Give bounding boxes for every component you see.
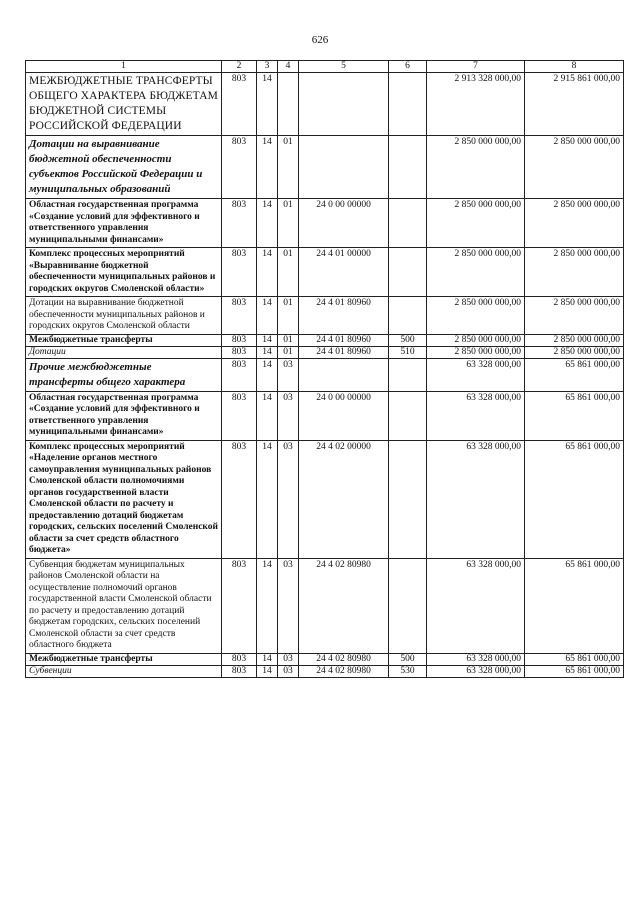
target-item-code-cell: 24 4 01 00000: [299, 248, 389, 297]
ministry-code-cell: 803: [222, 391, 257, 440]
section-code-cell: 14: [257, 346, 278, 358]
row-name-cell: Субвенции: [26, 665, 222, 677]
amount-year-1-cell: 63 328 000,00: [427, 358, 525, 391]
amount-year-1-cell: 2 850 000 000,00: [427, 136, 525, 199]
header-cell-8: 8: [525, 61, 624, 73]
header-cell-3: 3: [257, 61, 278, 73]
amount-year-1-cell: 2 850 000 000,00: [427, 199, 525, 248]
ministry-code-cell: 803: [222, 199, 257, 248]
target-item-code-cell: [299, 73, 389, 136]
subsection-code-cell: [278, 73, 299, 136]
section-code-cell: 14: [257, 558, 278, 653]
table-row: [26, 440, 624, 558]
amount-year-2-cell: 2 850 000 000,00: [525, 297, 624, 335]
target-item-code-cell: 24 4 02 80980: [299, 558, 389, 653]
ministry-code-cell: 803: [222, 248, 257, 297]
subsection-code-cell: 03: [278, 665, 299, 677]
amount-year-1-cell: 2 850 000 000,00: [427, 346, 525, 358]
subsection-code-cell: 03: [278, 653, 299, 665]
ministry-code-cell: 803: [222, 665, 257, 677]
table-row: [26, 391, 624, 440]
expense-type-code-cell: [389, 358, 427, 391]
table-row: [26, 136, 624, 199]
table-row: [26, 653, 624, 665]
target-item-code-cell: 24 4 01 80960: [299, 334, 389, 346]
row-name-cell: Областная государственная программа «Создание условий для эффективного и ответственного управления муниципальными финансами»: [26, 391, 222, 440]
amount-year-1-cell: 2 913 328 000,00: [427, 73, 525, 136]
row-name-cell: Дотации: [26, 346, 222, 358]
target-item-code-cell: 24 4 02 80980: [299, 653, 389, 665]
ministry-code-cell: 803: [222, 558, 257, 653]
amount-year-1-cell: 63 328 000,00: [427, 653, 525, 665]
header-row: [26, 61, 624, 73]
table-row: [26, 297, 624, 335]
target-item-code-cell: 24 4 01 80960: [299, 346, 389, 358]
amount-year-2-cell: 2 850 000 000,00: [525, 248, 624, 297]
ministry-code-cell: 803: [222, 653, 257, 665]
section-code-cell: 14: [257, 653, 278, 665]
ministry-code-cell: 803: [222, 334, 257, 346]
target-item-code-cell: 24 4 02 80980: [299, 665, 389, 677]
subsection-code-cell: 01: [278, 136, 299, 199]
header-cell-4: 4: [278, 61, 299, 73]
expense-type-code-cell: 510: [389, 346, 427, 358]
header-cell-6: 6: [389, 61, 427, 73]
amount-year-2-cell: 2 850 000 000,00: [525, 334, 624, 346]
expense-type-code-cell: [389, 73, 427, 136]
amount-year-1-cell: 63 328 000,00: [427, 440, 525, 558]
target-item-code-cell: [299, 358, 389, 391]
subsection-code-cell: 03: [278, 391, 299, 440]
row-name-cell: Субвенция бюджетам муниципальных районов Смоленской области на осуществление полномочий органов государственной власти Смоленской области по расчету и предоставлению дотаций бюджетам городских, сельских поселений Смоленской области за счет средств областного бюджета: [26, 558, 222, 653]
header-cell-1: 1: [26, 61, 222, 73]
row-name-cell: Прочие межбюджетные трансферты общего характера: [26, 358, 222, 391]
expense-type-code-cell: [389, 297, 427, 335]
section-code-cell: 14: [257, 391, 278, 440]
table-row: [26, 558, 624, 653]
amount-year-2-cell: 65 861 000,00: [525, 391, 624, 440]
header-cell-7: 7: [427, 61, 525, 73]
expense-type-code-cell: [389, 391, 427, 440]
expense-type-code-cell: [389, 558, 427, 653]
ministry-code-cell: 803: [222, 73, 257, 136]
budget-table: [25, 60, 624, 678]
row-name-cell: Дотации на выравнивание бюджетной обеспеченности муниципальных районов и городских округов Смоленской области: [26, 297, 222, 335]
subsection-code-cell: 01: [278, 199, 299, 248]
section-code-cell: 14: [257, 199, 278, 248]
table-row: [26, 199, 624, 248]
table-row: [26, 73, 624, 136]
subsection-code-cell: 03: [278, 558, 299, 653]
row-name-cell: Дотации на выравнивание бюджетной обеспеченности субъектов Российской Федерации и муниципальных образований: [26, 136, 222, 199]
table-row: [26, 334, 624, 346]
amount-year-2-cell: 2 850 000 000,00: [525, 136, 624, 199]
ministry-code-cell: 803: [222, 440, 257, 558]
amount-year-2-cell: 2 850 000 000,00: [525, 346, 624, 358]
page-number: 626: [311, 34, 329, 46]
expense-type-code-cell: 500: [389, 334, 427, 346]
subsection-code-cell: 01: [278, 346, 299, 358]
amount-year-2-cell: 2 915 861 000,00: [525, 73, 624, 136]
expense-type-code-cell: [389, 248, 427, 297]
table-body: [26, 73, 624, 678]
ministry-code-cell: 803: [222, 297, 257, 335]
amount-year-2-cell: 65 861 000,00: [525, 653, 624, 665]
row-name-cell: Областная государственная программа «Создание условий для эффективного и ответственного управления муниципальными финансами»: [26, 199, 222, 248]
amount-year-1-cell: 2 850 000 000,00: [427, 297, 525, 335]
section-code-cell: 14: [257, 665, 278, 677]
target-item-code-cell: 24 0 00 00000: [299, 199, 389, 248]
amount-year-1-cell: 2 850 000 000,00: [427, 334, 525, 346]
subsection-code-cell: 01: [278, 334, 299, 346]
amount-year-1-cell: 63 328 000,00: [427, 665, 525, 677]
expense-type-code-cell: 530: [389, 665, 427, 677]
section-code-cell: 14: [257, 297, 278, 335]
ministry-code-cell: 803: [222, 346, 257, 358]
section-code-cell: 14: [257, 334, 278, 346]
table-row: [26, 346, 624, 358]
target-item-code-cell: 24 0 00 00000: [299, 391, 389, 440]
amount-year-1-cell: 63 328 000,00: [427, 391, 525, 440]
target-item-code-cell: [299, 136, 389, 199]
expense-type-code-cell: [389, 199, 427, 248]
target-item-code-cell: 24 4 01 80960: [299, 297, 389, 335]
section-code-cell: 14: [257, 248, 278, 297]
section-code-cell: 14: [257, 73, 278, 136]
table-row: [26, 248, 624, 297]
section-code-cell: 14: [257, 136, 278, 199]
row-name-cell: МЕЖБЮДЖЕТНЫЕ ТРАНСФЕРТЫ ОБЩЕГО ХАРАКТЕРА БЮДЖЕТАМ БЮДЖЕТНОЙ СИСТЕМЫ РОССИЙСКОЙ ФЕДЕРАЦИИ: [26, 73, 222, 136]
target-item-code-cell: 24 4 02 00000: [299, 440, 389, 558]
subsection-code-cell: 01: [278, 297, 299, 335]
amount-year-2-cell: 65 861 000,00: [525, 558, 624, 653]
subsection-code-cell: 01: [278, 248, 299, 297]
amount-year-1-cell: 2 850 000 000,00: [427, 248, 525, 297]
table-row: [26, 358, 624, 391]
row-name-cell: Межбюджетные трансферты: [26, 653, 222, 665]
table-row: [26, 665, 624, 677]
header-cell-5: 5: [299, 61, 389, 73]
subsection-code-cell: 03: [278, 358, 299, 391]
section-code-cell: 14: [257, 358, 278, 391]
amount-year-1-cell: 63 328 000,00: [427, 558, 525, 653]
row-name-cell: Комплекс процессных мероприятий «Наделение органов местного самоуправления муниципальных районов Смоленской области полномочиями органов государственной власти Смоленской области по расчету и предоставлению дотаций бюджетам городских, сельских поселений Смоленской области за счет средств областного бюджета»: [26, 440, 222, 558]
section-code-cell: 14: [257, 440, 278, 558]
amount-year-2-cell: 65 861 000,00: [525, 665, 624, 677]
amount-year-2-cell: 2 850 000 000,00: [525, 199, 624, 248]
amount-year-2-cell: 65 861 000,00: [525, 440, 624, 558]
expense-type-code-cell: [389, 136, 427, 199]
expense-type-code-cell: [389, 440, 427, 558]
header-cell-2: 2: [222, 61, 257, 73]
subsection-code-cell: 03: [278, 440, 299, 558]
ministry-code-cell: 803: [222, 136, 257, 199]
amount-year-2-cell: 65 861 000,00: [525, 358, 624, 391]
ministry-code-cell: 803: [222, 358, 257, 391]
expense-type-code-cell: 500: [389, 653, 427, 665]
row-name-cell: Межбюджетные трансферты: [26, 334, 222, 346]
row-name-cell: Комплекс процессных мероприятий «Выравнивание бюджетной обеспеченности муниципальных районов и городских округов Смоленской области»: [26, 248, 222, 297]
